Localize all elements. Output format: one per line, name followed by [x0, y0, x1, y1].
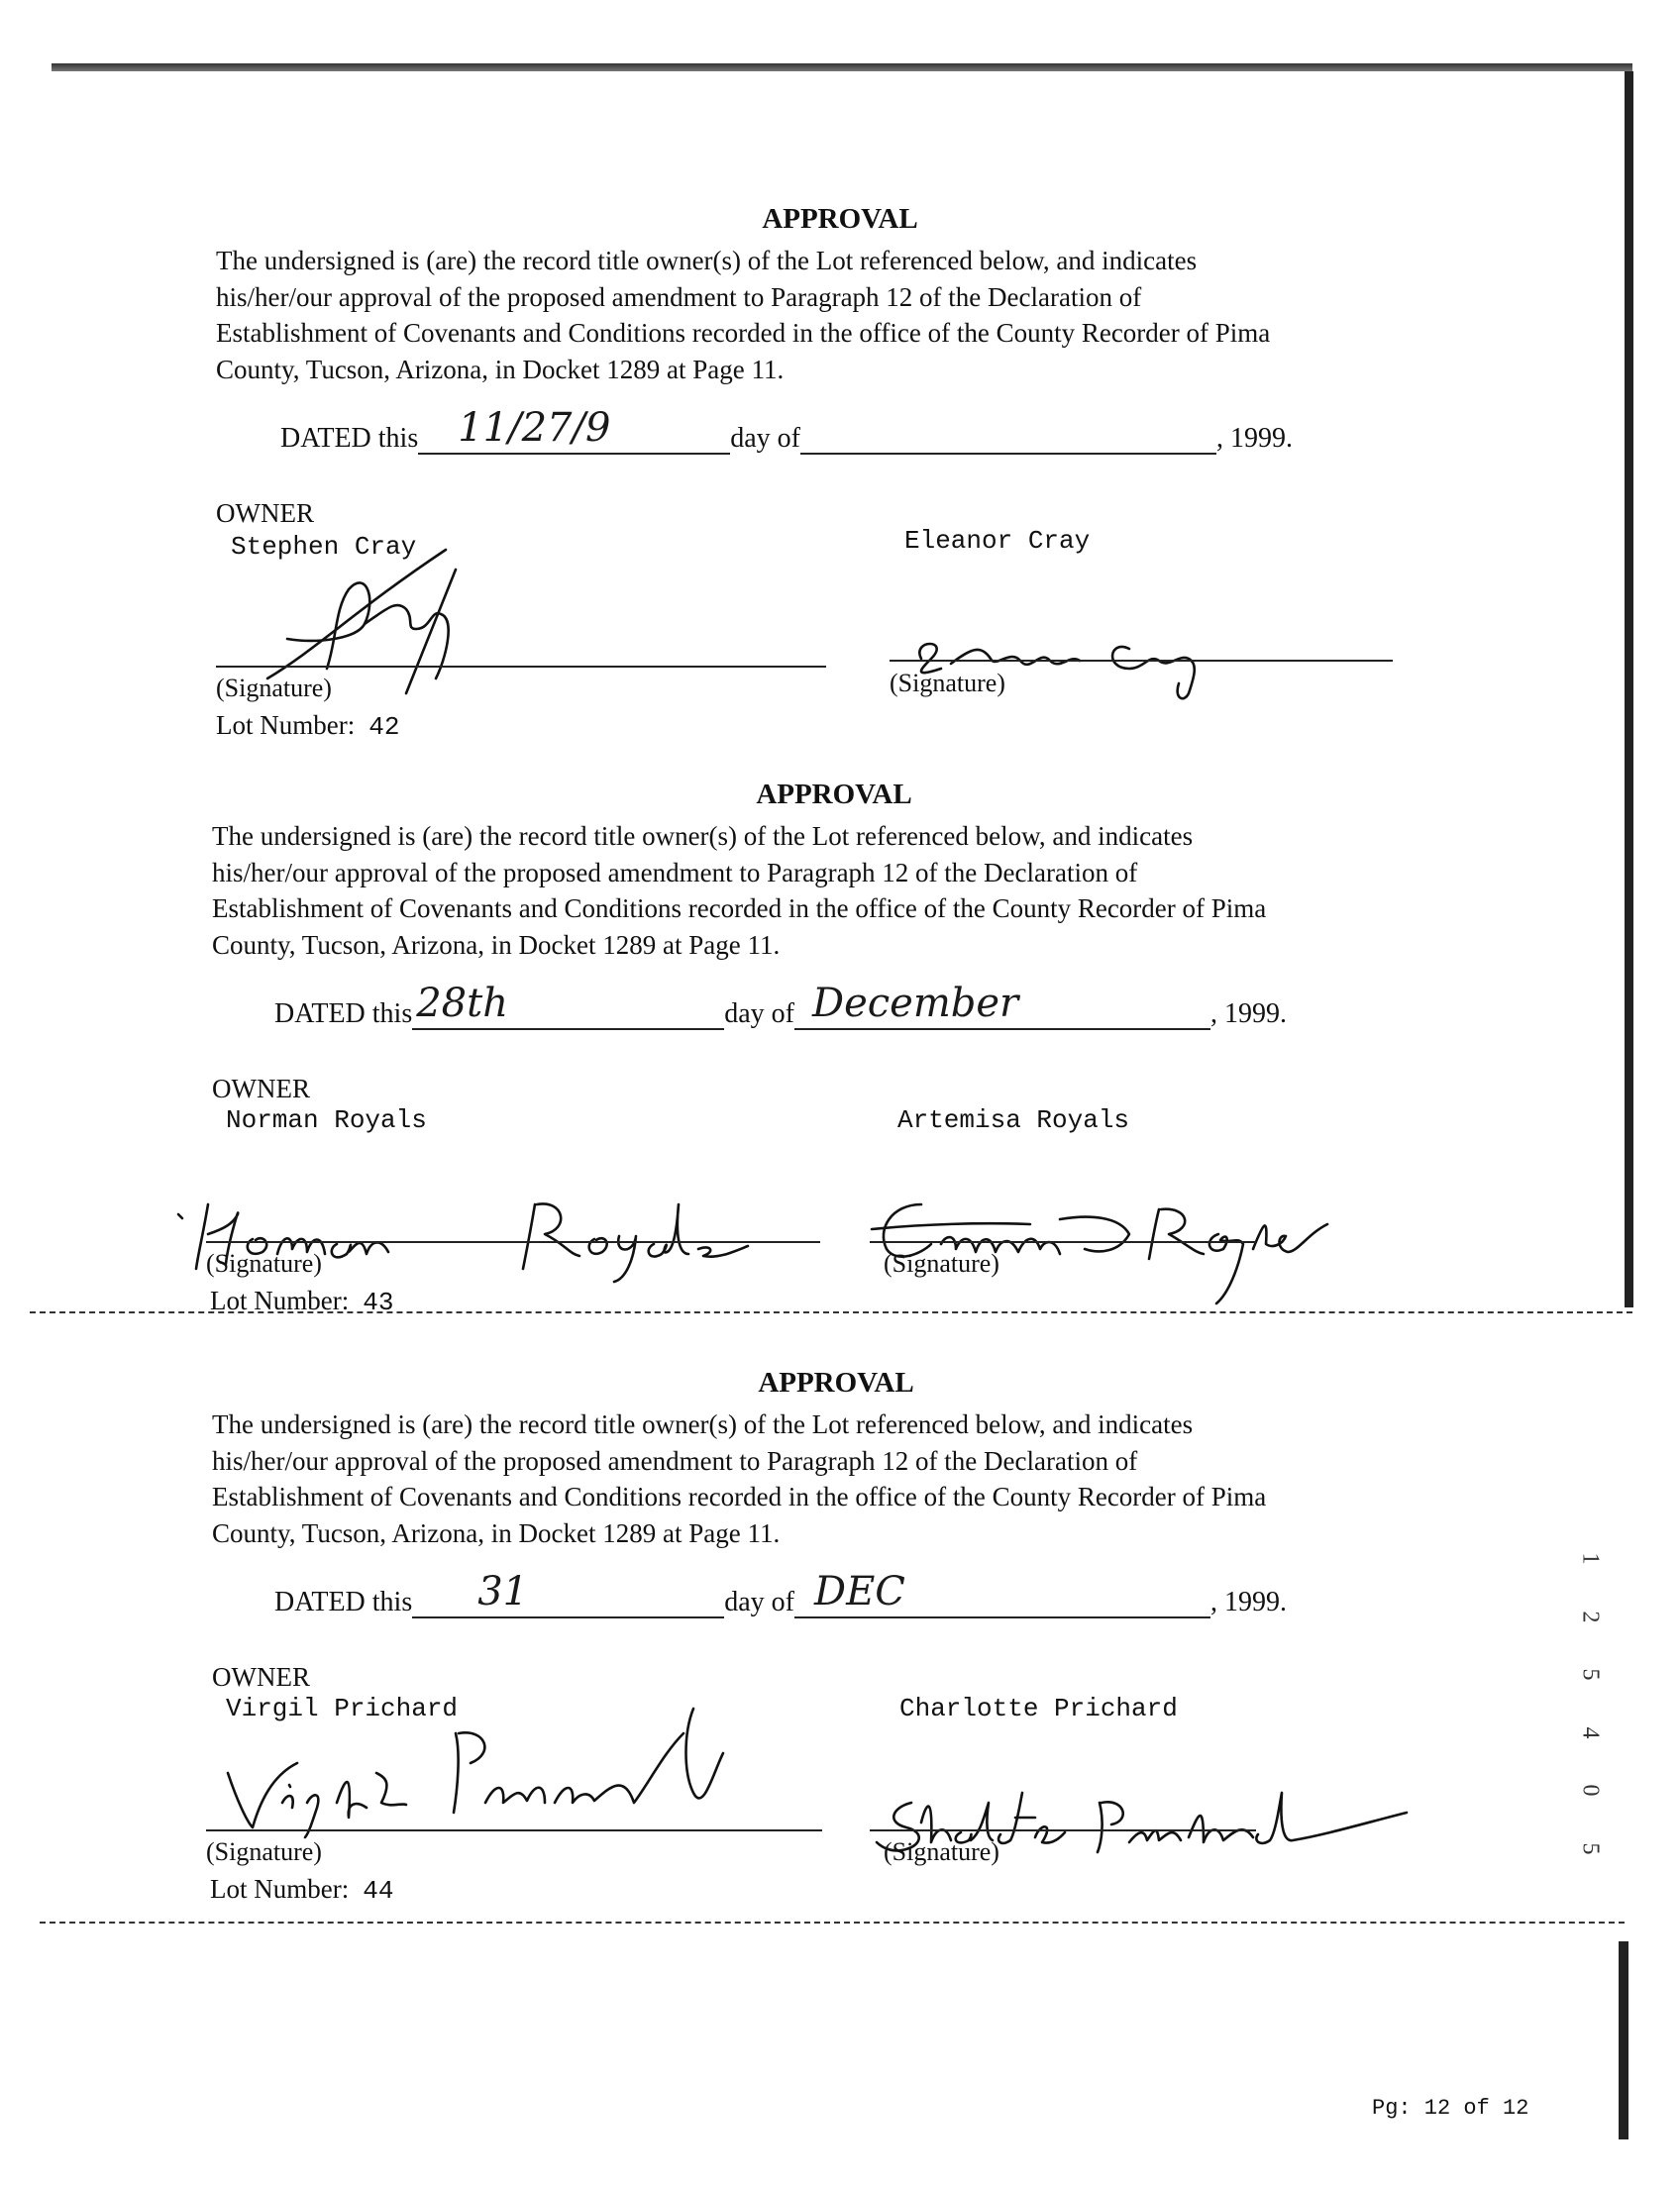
paragraph-line: Establishment of Covenants and Conditions recorded in the office of the County Recorder of Pima — [212, 893, 1267, 923]
approval-paragraph — [216, 243, 1504, 387]
lot-number-value: 44 — [363, 1876, 394, 1906]
owner-1-signature — [218, 1694, 773, 1842]
cut-line-2 — [40, 1922, 1625, 1924]
scan-edge-right — [1625, 71, 1633, 1307]
day-of-label: day of — [724, 1587, 794, 1617]
approval-paragraph — [212, 1406, 1500, 1551]
approval-heading: APPROVAL — [762, 203, 918, 235]
page-number-footer: Pg: 12 of 12 — [1372, 2096, 1529, 2121]
day-of-label: day of — [730, 423, 800, 454]
dated-day-field — [418, 405, 730, 455]
year-label: , 1999. — [1210, 998, 1287, 1029]
lot-number-value: 43 — [363, 1288, 394, 1317]
dated-month-field — [794, 1569, 1210, 1618]
owner-2-name: Artemisa Royals — [897, 1105, 1130, 1135]
paragraph-line: The undersigned is (are) the record title owner(s) of the Lot referenced below, and indicates — [216, 246, 1198, 275]
approval-heading: APPROVAL — [758, 1367, 914, 1399]
owner-1-name: Virgil Prichard — [226, 1694, 459, 1723]
paragraph-line: his/her/our approval of the proposed amendment to Paragraph 12 of the Declaration of — [212, 857, 1138, 887]
paragraph-line: Establishment of Covenants and Conditions recorded in the office of the County Recorder of Pima — [216, 318, 1271, 348]
owner-2-signature-line — [870, 1241, 1256, 1243]
paragraph-line: his/her/our approval of the proposed amendment to Paragraph 12 of the Declaration of — [212, 1445, 1138, 1476]
paragraph-line: County, Tucson, Arizona, in Docket 1289 at Page 11. — [212, 1517, 781, 1548]
dated-month-field — [794, 981, 1210, 1030]
owner-2-signature-label: (Signature) — [884, 1249, 999, 1278]
owner-label: OWNER — [212, 1662, 310, 1692]
lot-number-label: Lot Number: — [210, 1874, 350, 1904]
owner-2-name: Eleanor Cray — [904, 526, 1091, 556]
lot-number-label: Lot Number: — [210, 1286, 350, 1315]
dated-day-handwritten: 31 — [477, 1569, 529, 1614]
dated-month-field — [800, 419, 1216, 455]
dated-month-handwritten: DEC — [814, 1569, 905, 1614]
owner-2-signature-label: (Signature) — [884, 1837, 999, 1866]
dated-row — [274, 1569, 1287, 1618]
paragraph-line: his/her/our approval of the proposed amendment to Paragraph 12 of the Declaration of — [216, 281, 1142, 312]
scan-edge-right-lower — [1619, 1941, 1628, 2139]
dated-day-field — [412, 1569, 724, 1618]
owner-1-name: Norman Royals — [226, 1105, 427, 1135]
dated-row — [280, 405, 1293, 455]
lot-number-value: 42 — [368, 712, 400, 742]
owner-2-signature-line — [890, 660, 1393, 662]
dated-month-handwritten: December — [812, 981, 1019, 1026]
owner-1-signature-line — [206, 1241, 820, 1243]
recorder-side-stamp — [1575, 1545, 1605, 1862]
dated-day-handwritten: 11/27/9 — [458, 405, 611, 451]
owner-2-signature-label: (Signature) — [890, 669, 1005, 697]
stamp-digit: 5 — [1577, 1842, 1604, 1855]
stamp-digit: 0 — [1577, 1784, 1604, 1797]
approval-paragraph — [212, 818, 1500, 963]
owner-1-name: Stephen Cray — [231, 532, 417, 562]
year-label: , 1999. — [1216, 423, 1293, 454]
dated-day-handwritten: 28th — [416, 981, 508, 1026]
cut-line-1 — [30, 1311, 1632, 1313]
owner-label: OWNER — [212, 1074, 310, 1103]
paragraph-line: The undersigned is (are) the record title owner(s) of the Lot referenced below, and indicates — [212, 1409, 1194, 1439]
owner-1-signature-line — [216, 666, 826, 668]
approval-heading: APPROVAL — [756, 779, 912, 810]
stamp-digit: 1 — [1577, 1552, 1604, 1565]
year-label: , 1999. — [1210, 1587, 1287, 1617]
owner-1-signature-label: (Signature) — [206, 1837, 322, 1866]
lot-number-label: Lot Number: — [216, 710, 356, 740]
owner-label: OWNER — [216, 498, 314, 528]
owner-1-signature-label: (Signature) — [216, 674, 332, 702]
lot-number-row — [216, 710, 399, 742]
scan-edge-top — [52, 63, 1632, 71]
owner-1-signature-label: (Signature) — [206, 1249, 322, 1278]
dated-row — [274, 981, 1287, 1030]
lot-number-row — [210, 1874, 393, 1906]
paragraph-line: County, Tucson, Arizona, in Docket 1289 at Page 11. — [216, 354, 785, 384]
dated-this-label: DATED this — [280, 423, 419, 454]
stamp-digit: 4 — [1577, 1726, 1604, 1739]
owner-2-name: Charlotte Prichard — [899, 1694, 1178, 1723]
stamp-digit: 2 — [1577, 1611, 1604, 1623]
dated-this-label: DATED this — [274, 1587, 413, 1617]
owner-2-signature — [862, 1175, 1456, 1313]
stamp-digit: 5 — [1577, 1668, 1604, 1681]
dated-day-field — [412, 981, 724, 1030]
day-of-label: day of — [724, 998, 794, 1029]
paragraph-line: County, Tucson, Arizona, in Docket 1289 at Page 11. — [212, 929, 781, 960]
owner-2-signature-line — [870, 1829, 1256, 1831]
owner-1-signature-line — [206, 1829, 822, 1831]
paragraph-line: The undersigned is (are) the record title owner(s) of the Lot referenced below, and indicates — [212, 821, 1194, 851]
paragraph-line: Establishment of Covenants and Conditions recorded in the office of the County Recorder of Pima — [212, 1482, 1267, 1511]
dated-this-label: DATED this — [274, 998, 413, 1029]
